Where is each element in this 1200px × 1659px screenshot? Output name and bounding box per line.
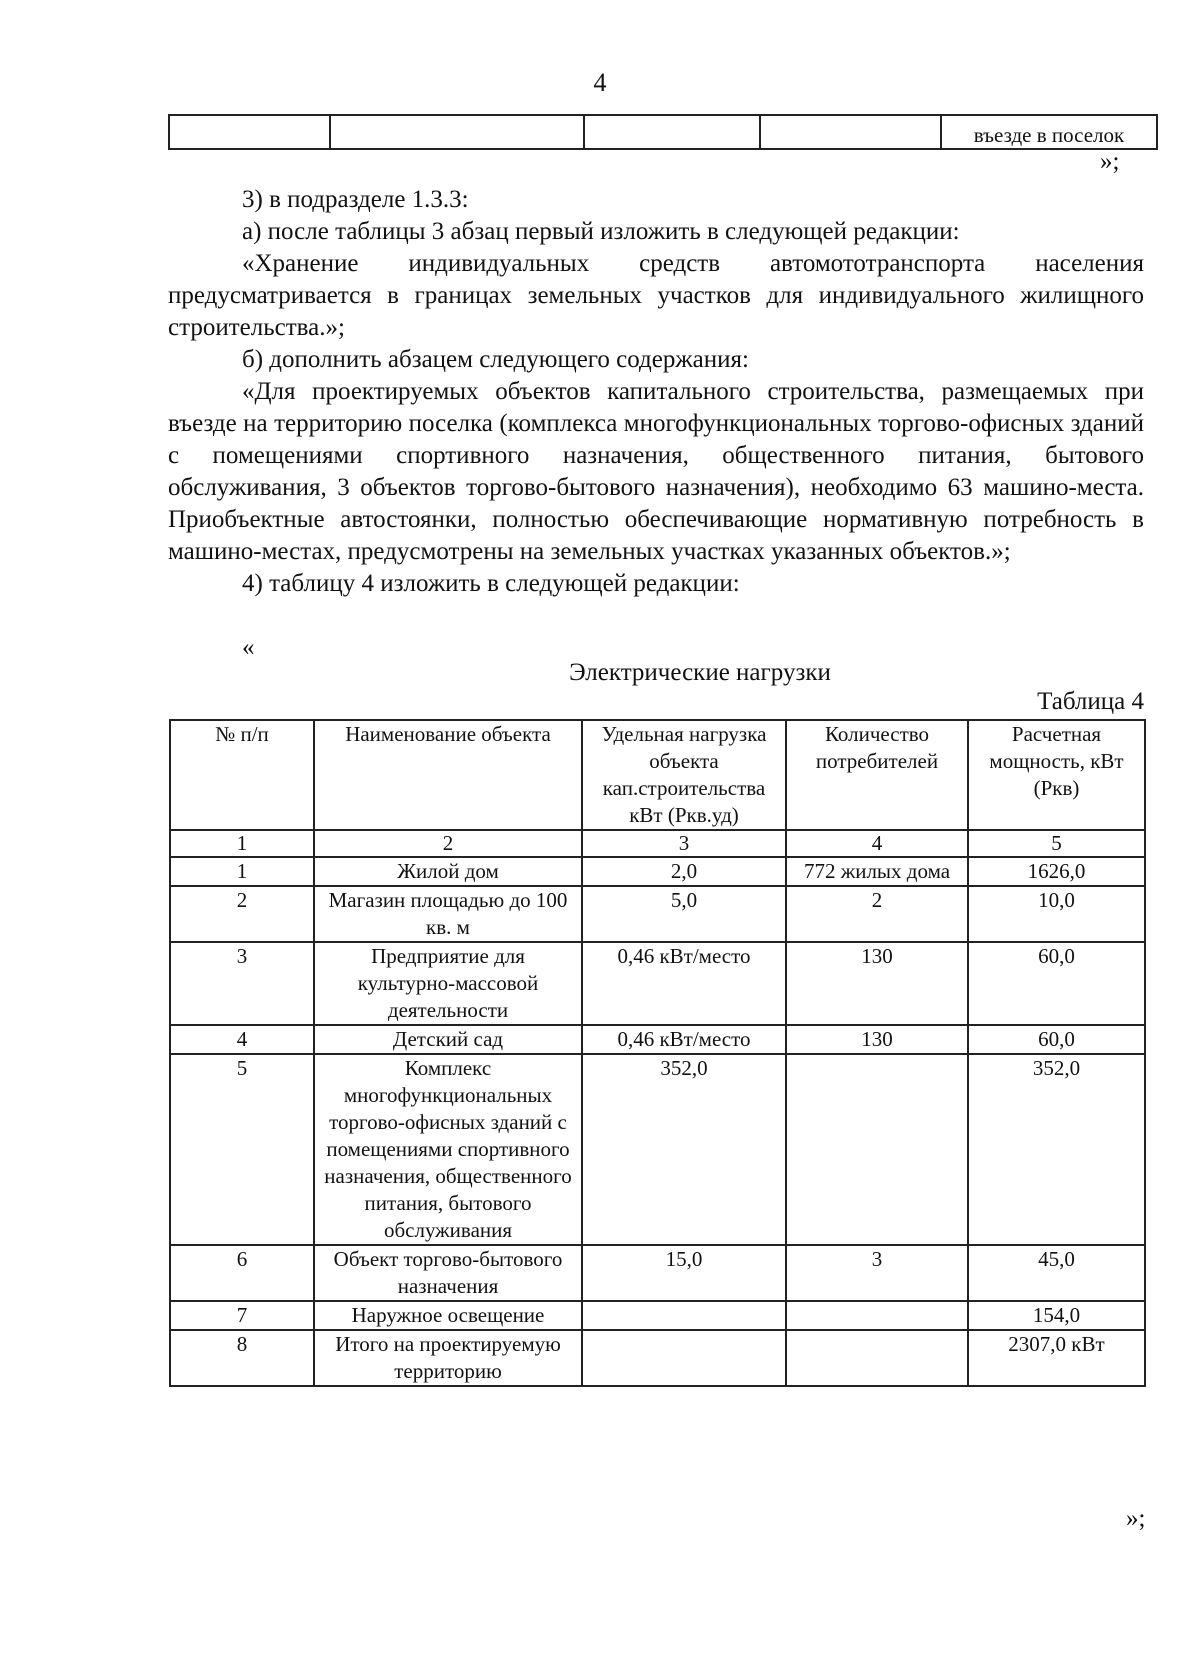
column-header: Расчетная мощность, кВт (Ркв) [968, 720, 1145, 830]
page-number: 4 [593, 68, 607, 97]
opening-quote: « [242, 634, 255, 661]
table-row [170, 1301, 1145, 1330]
table-row [170, 942, 1145, 1025]
closing-quote: »; [1100, 148, 1120, 175]
paragraph: 3) в подразделе 1.3.3: [242, 186, 469, 213]
table-cell: 2 [170, 886, 314, 942]
table-cell: Детский сад [314, 1025, 582, 1054]
table-row [170, 1054, 1145, 1245]
table-cell: 0,46 кВт/место [582, 1025, 786, 1054]
column-header: Удельная нагрузка объекта кап.строительства кВт (Ркв.уд) [582, 720, 786, 830]
table-cell: 7 [170, 1301, 314, 1330]
table-cell: Итого на проектируемую территорию [314, 1330, 582, 1386]
table-cell: въезде в поселок [941, 115, 1157, 149]
table-cell [582, 1330, 786, 1386]
column-header: Наименование объекта [314, 720, 582, 830]
table-cell: 4 [170, 1025, 314, 1054]
table-row [170, 1245, 1145, 1301]
table-cell: 6 [170, 1245, 314, 1301]
table-cell: 1626,0 [968, 857, 1145, 886]
table-cell: Комплекс многофункциональных торгово-офисных зданий с помещениями спортивного назначения, общественного питания, бытового обслуживания [314, 1054, 582, 1245]
table-cell: 10,0 [968, 886, 1145, 942]
table-cell: 352,0 [968, 1054, 1145, 1245]
column-number: 5 [968, 830, 1145, 857]
table-cell [582, 1301, 786, 1330]
table-cell: 1 [170, 857, 314, 886]
table-cell: 154,0 [968, 1301, 1145, 1330]
table-cell: 130 [786, 1025, 968, 1054]
table-row [170, 886, 1145, 942]
table-row [170, 1025, 1145, 1054]
continued-table-fragment [168, 114, 1158, 150]
table-cell: 8 [170, 1330, 314, 1386]
column-number: 4 [786, 830, 968, 857]
table-cell: 2,0 [582, 857, 786, 886]
table-cell [169, 115, 330, 149]
table-cell: 60,0 [968, 1025, 1145, 1054]
column-number: 2 [314, 830, 582, 857]
table-cell: Объект торгово-бытового назначения [314, 1245, 582, 1301]
table-caption: Таблица 4 [1037, 688, 1144, 715]
table-cell [786, 1054, 968, 1245]
electrical-loads-table [169, 719, 1146, 1387]
body-text [168, 184, 1144, 600]
table-cell: 3 [170, 942, 314, 1025]
table-cell [330, 115, 584, 149]
table-cell: 5,0 [582, 886, 786, 942]
table-cell: 0,46 кВт/место [582, 942, 786, 1025]
table-title: Электрические нагрузки [569, 659, 831, 686]
table-cell: 2307,0 кВт [968, 1330, 1145, 1386]
table-cell: 5 [170, 1054, 314, 1245]
table-cell: Жилой дом [314, 857, 582, 886]
table-cell: 772 жилых дома [786, 857, 968, 886]
column-header: Количество потребителей [786, 720, 968, 830]
table-cell: 15,0 [582, 1245, 786, 1301]
table-cell: 45,0 [968, 1245, 1145, 1301]
table-cell [584, 115, 760, 149]
table-cell: 2 [786, 886, 968, 942]
table-cell [786, 1330, 968, 1386]
paragraph: «Для проектируемых объектов капитального строительства, размещаемых при въезде на территорию поселка (комплекса многофункциональных торгово-офисных зданий с помещениями спортивного назначения, общественного питания, бытового обслуживания, 3 объектов торгово-бытового назначения), необходимо 63 машино-места. Приобъектные автостоянки, полностью обеспечивающие нормативную потребность в машино-местах, предусмотрены на земельных участках указанных объектов.»; [168, 378, 1144, 565]
table-cell: Предприятие для культурно-массовой деятельности [314, 942, 582, 1025]
closing-quote: »; [1126, 1505, 1146, 1532]
paragraph: а) после таблицы 3 абзац первый изложить в следующей редакции: [242, 218, 960, 245]
table-cell: 352,0 [582, 1054, 786, 1245]
table-cell: Наружное освещение [314, 1301, 582, 1330]
table-row [170, 857, 1145, 886]
paragraph: «Хранение индивидуальных средств автомототранспорта населения предусматривается в границах земельных участков для индивидуального жилищного строительства.»; [168, 250, 1144, 341]
column-number: 3 [582, 830, 786, 857]
table-cell [760, 115, 941, 149]
column-header: № п/п [170, 720, 314, 830]
table-cell: 130 [786, 942, 968, 1025]
table-cell: Магазин площадью до 100 кв. м [314, 886, 582, 942]
table-row [170, 1330, 1145, 1386]
table-cell: 3 [786, 1245, 968, 1301]
table-cell: 60,0 [968, 942, 1145, 1025]
table-cell [786, 1301, 968, 1330]
column-number: 1 [170, 830, 314, 857]
paragraph: б) дополнить абзацем следующего содержания: [242, 346, 749, 373]
paragraph: 4) таблицу 4 изложить в следующей редакции: [242, 570, 740, 597]
